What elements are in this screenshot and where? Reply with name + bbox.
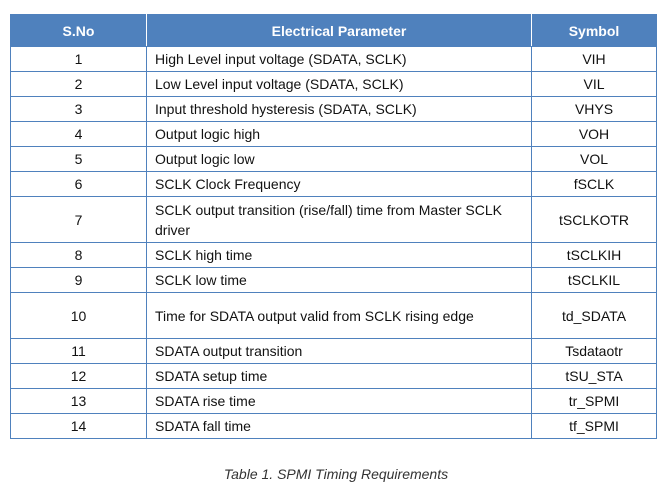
cell-parameter: SCLK low time xyxy=(147,268,532,293)
table-row xyxy=(11,197,657,243)
cell-parameter: SCLK output transition (rise/fall) time from Master SCLK driver xyxy=(147,197,532,243)
table-row xyxy=(11,147,657,172)
cell-symbol: VOL xyxy=(532,147,657,172)
cell-symbol: tr_SPMI xyxy=(532,389,657,414)
cell-sno: 9 xyxy=(11,268,147,293)
table-row xyxy=(11,389,657,414)
cell-sno: 10 xyxy=(11,293,147,339)
table-row xyxy=(11,172,657,197)
table-row xyxy=(11,414,657,439)
document-body xyxy=(10,14,656,439)
cell-parameter: SDATA rise time xyxy=(147,389,532,414)
cell-sno: 6 xyxy=(11,172,147,197)
cell-sno: 7 xyxy=(11,197,147,243)
cell-parameter: SCLK Clock Frequency xyxy=(147,172,532,197)
cell-symbol: tSU_STA xyxy=(532,364,657,389)
cell-parameter: Time for SDATA output valid from SCLK rising edge xyxy=(147,293,532,339)
cell-sno: 5 xyxy=(11,147,147,172)
cell-sno: 3 xyxy=(11,97,147,122)
cell-sno: 1 xyxy=(11,47,147,72)
cell-parameter: Input threshold hysteresis (SDATA, SCLK) xyxy=(147,97,532,122)
cell-symbol: tf_SPMI xyxy=(532,414,657,439)
cell-symbol: td_SDATA xyxy=(532,293,657,339)
cell-symbol: VIH xyxy=(532,47,657,72)
cell-sno: 8 xyxy=(11,243,147,268)
cell-parameter: Low Level input voltage (SDATA, SCLK) xyxy=(147,72,532,97)
table-row xyxy=(11,97,657,122)
cell-symbol: Tsdataotr xyxy=(532,339,657,364)
table-header xyxy=(11,15,657,47)
cell-sno: 13 xyxy=(11,389,147,414)
header-symbol: Symbol xyxy=(532,15,657,47)
cell-parameter: SCLK high time xyxy=(147,243,532,268)
cell-symbol: VOH xyxy=(532,122,657,147)
table-row xyxy=(11,268,657,293)
cell-symbol: tSCLKIH xyxy=(532,243,657,268)
cell-sno: 4 xyxy=(11,122,147,147)
cell-symbol: tSCLKOTR xyxy=(532,197,657,243)
table-row xyxy=(11,339,657,364)
cell-parameter: Output logic low xyxy=(147,147,532,172)
cell-sno: 11 xyxy=(11,339,147,364)
cell-symbol: tSCLKIL xyxy=(532,268,657,293)
cell-symbol: fSCLK xyxy=(532,172,657,197)
cell-sno: 14 xyxy=(11,414,147,439)
table-row xyxy=(11,72,657,97)
table-row xyxy=(11,122,657,147)
table-row xyxy=(11,47,657,72)
header-row xyxy=(11,15,657,47)
cell-parameter: SDATA fall time xyxy=(147,414,532,439)
cell-parameter: High Level input voltage (SDATA, SCLK) xyxy=(147,47,532,72)
table-row xyxy=(11,293,657,339)
header-sno: S.No xyxy=(11,15,147,47)
cell-parameter: SDATA output transition xyxy=(147,339,532,364)
cell-sno: 12 xyxy=(11,364,147,389)
table-body xyxy=(11,47,657,439)
cell-symbol: VHYS xyxy=(532,97,657,122)
cell-parameter: Output logic high xyxy=(147,122,532,147)
header-parameter: Electrical Parameter xyxy=(147,15,532,47)
cell-sno: 2 xyxy=(11,72,147,97)
table-row xyxy=(11,243,657,268)
cell-symbol: VIL xyxy=(532,72,657,97)
cell-parameter: SDATA setup time xyxy=(147,364,532,389)
table-row xyxy=(11,364,657,389)
table-caption: Table 1. SPMI Timing Requirements xyxy=(223,466,449,482)
timing-table xyxy=(10,14,657,439)
